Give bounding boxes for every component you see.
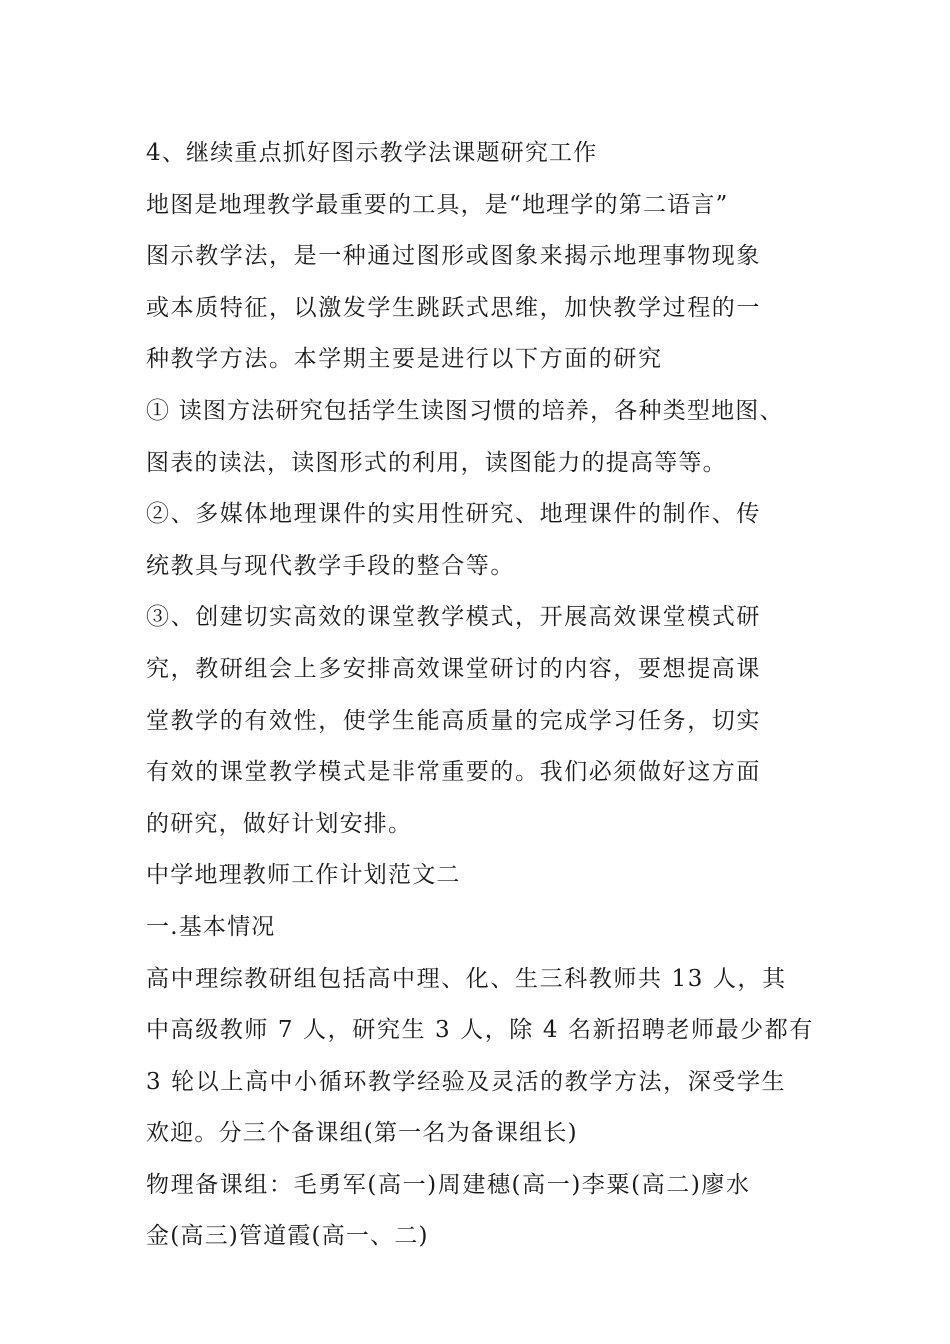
paragraph-line: 种教学方法。本学期主要是进行以下方面的研究	[146, 346, 663, 373]
paragraph-line: 统教具与现代教学手段的整合等。	[146, 552, 515, 579]
paragraph-line: 或本质特征，以激发学生跳跃式思维，加快教学过程的一	[146, 294, 761, 321]
paragraph-line: 地图是地理教学最重要的工具，是“地理学的第二语言”	[146, 191, 729, 218]
paragraph-line: 的研究，做好计划安排。	[146, 810, 413, 837]
section-title: 中学地理教师工作计划范文二	[146, 862, 461, 889]
paragraph-line: 图示教学法，是一种通过图形或图象来揭示地理事物现象	[146, 243, 761, 270]
paragraph-line: 有效的课堂教学模式是非常重要的。我们必须做好这方面	[146, 759, 761, 786]
paragraph-line: 高中理综教研组包括高中理、化、生三科教师共 13 人，其	[146, 965, 787, 992]
paragraph-line: 中高级教师 7 人，研究生 3 人，除 4 名新招聘老师最少都有	[146, 1017, 814, 1044]
list-item-2: ②、多媒体地理课件的实用性研究、地理课件的制作、传	[146, 501, 761, 528]
list-item-1: ① 读图方法研究包括学生读图习惯的培养，各种类型地图、	[146, 397, 784, 424]
document-body	[146, 128, 836, 1263]
paragraph-line: 堂教学的有效性，使学生能高质量的完成学习任务，切实	[146, 707, 761, 734]
paragraph-line: 究，教研组会上多安排高效课堂研讨的内容，要想提高课	[146, 655, 761, 682]
list-item-3: ③、创建切实高效的课堂教学模式，开展高效课堂模式研	[146, 604, 761, 631]
paragraph-line: 3 轮以上高中小循环教学经验及灵活的教学方法，深受学生	[146, 1068, 787, 1095]
paragraph-line: 图表的读法，读图形式的利用，读图能力的提高等等。	[146, 449, 727, 476]
section-heading: 4、继续重点抓好图示教学法课题研究工作	[146, 140, 598, 166]
subsection-heading: 一.基本情况	[146, 913, 276, 940]
paragraph-line: 物理备课组：毛勇军(高一)周建穗(高一)李粟(高二)廖水	[146, 1171, 751, 1198]
paragraph-line: 金(高三)管道霞(高一、二)	[146, 1223, 429, 1250]
paragraph-line: 欢迎。分三个备课组(第一名为备课组长)	[146, 1120, 578, 1147]
